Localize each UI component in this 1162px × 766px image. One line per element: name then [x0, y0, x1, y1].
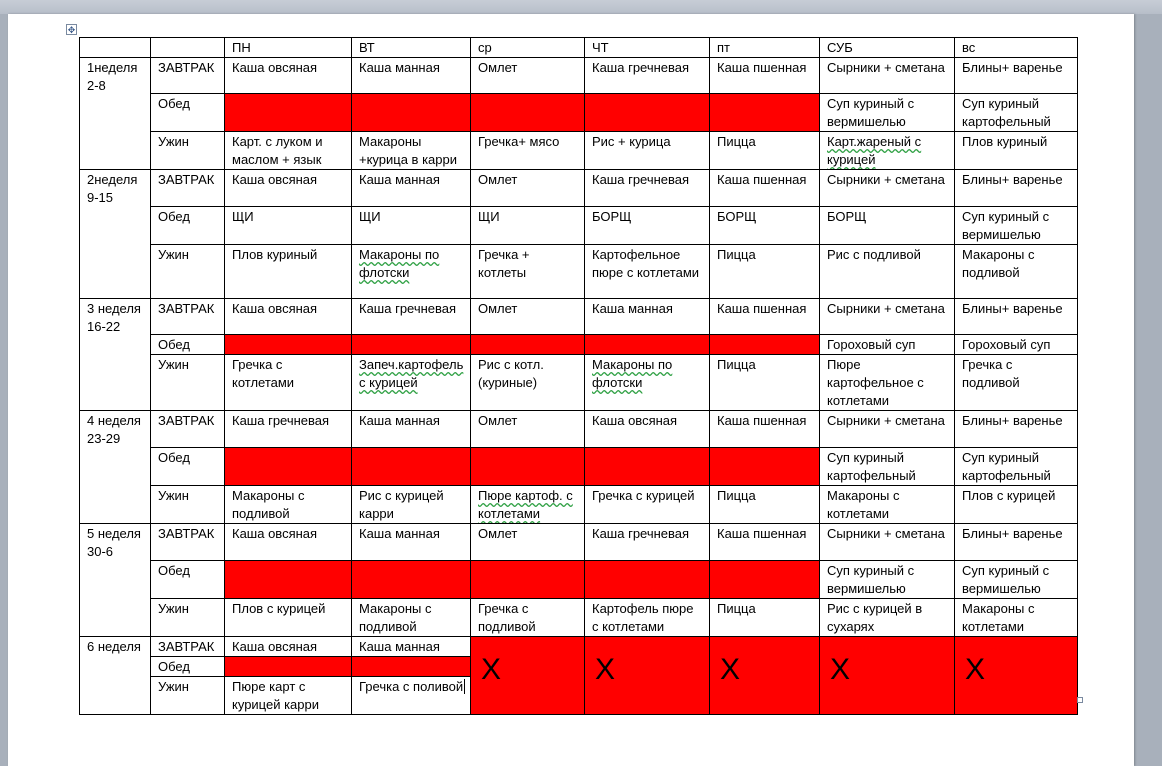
meal-label-cell[interactable]: ЗАВТРАК [151, 299, 225, 335]
dish-cell[interactable]: Каша манная [352, 58, 471, 94]
dish-cell[interactable]: Суп куриный картофельный [955, 448, 1078, 486]
unavailable-mark[interactable]: X [585, 637, 710, 715]
meal-label-cell[interactable]: Ужин [151, 355, 225, 411]
dish-cell[interactable] [471, 486, 585, 524]
table-row [80, 411, 1078, 448]
highlighted-cell[interactable] [585, 561, 710, 599]
dish-cell[interactable]: Карт. с луком и маслом + язык [225, 132, 352, 170]
dish-cell[interactable]: Блины+ варенье [955, 299, 1078, 335]
dish-cell[interactable]: Плов куриный [225, 245, 352, 299]
table-row [80, 448, 1078, 486]
dish-cell[interactable]: Каша гречневая [585, 58, 710, 94]
dish-cell[interactable]: Рис с курицей в сухарях [820, 599, 955, 637]
highlighted-cell[interactable] [710, 448, 820, 486]
dish-text: Макароны по флотски [359, 247, 440, 280]
header-cell[interactable] [151, 38, 225, 58]
week-label-cell[interactable]: 5 неделя 30-6 [80, 524, 151, 637]
table-row [80, 355, 1078, 411]
dish-cell[interactable]: Плов с курицей [955, 486, 1078, 524]
header-day-cell[interactable]: ЧТ [585, 38, 710, 58]
table-row [80, 207, 1078, 245]
dish-cell[interactable]: Гороховый суп [820, 335, 955, 355]
dish-cell[interactable]: Каша пшенная [710, 299, 820, 335]
highlighted-cell[interactable] [585, 448, 710, 486]
header-day-cell[interactable]: СУБ [820, 38, 955, 58]
dish-cell[interactable]: Макароны с подливой [352, 599, 471, 637]
meal-label-cell[interactable]: Обед [151, 94, 225, 132]
dish-cell[interactable]: Макароны с подливой [225, 486, 352, 524]
dish-cell[interactable]: Каша овсяная [225, 637, 352, 657]
dish-cell[interactable]: Каша гречневая [352, 299, 471, 335]
dish-cell[interactable]: Каша пшенная [710, 58, 820, 94]
ruler-strip [0, 0, 1162, 14]
dish-cell[interactable]: ЩИ [471, 207, 585, 245]
dish-cell[interactable]: Картофельное пюре с котлетами [585, 245, 710, 299]
dish-cell[interactable]: Пицца [710, 245, 820, 299]
meal-label-cell[interactable]: ЗАВТРАК [151, 411, 225, 448]
dish-cell[interactable]: Каша овсяная [225, 170, 352, 207]
highlighted-cell[interactable] [471, 335, 585, 355]
dish-cell[interactable]: Каша овсяная [585, 411, 710, 448]
dish-cell[interactable]: Сырники + сметана [820, 299, 955, 335]
highlighted-cell[interactable] [225, 561, 352, 599]
dish-text: Пюре картоф. с котлетами [478, 488, 573, 521]
highlighted-cell[interactable] [225, 94, 352, 132]
week-label-cell[interactable]: 4 неделя 23-29 [80, 411, 151, 524]
meal-label-cell[interactable]: Обед [151, 207, 225, 245]
dish-cell[interactable]: Каша овсяная [225, 524, 352, 561]
header-day-cell[interactable]: ср [471, 38, 585, 58]
dish-cell[interactable]: Макароны с подливой [955, 245, 1078, 299]
dish-cell[interactable] [352, 355, 471, 411]
dish-cell[interactable]: Гречка с котлетами [225, 355, 352, 411]
dish-cell[interactable]: Пицца [710, 132, 820, 170]
dish-cell[interactable]: Блины+ варенье [955, 58, 1078, 94]
table-row [80, 58, 1078, 94]
dish-cell[interactable]: Гречка+ мясо [471, 132, 585, 170]
dish-cell[interactable]: Каша пшенная [710, 411, 820, 448]
dish-cell[interactable]: Пюре карт с курицей карри [225, 677, 352, 715]
dish-text: Запеч.картофель с курицей [359, 357, 464, 390]
table-row [80, 561, 1078, 599]
dish-cell[interactable]: Рис с курицей карри [352, 486, 471, 524]
header-day-cell[interactable]: ПН [225, 38, 352, 58]
dish-cell[interactable] [352, 245, 471, 299]
week-label-cell[interactable]: 6 неделя [80, 637, 151, 715]
dish-cell[interactable]: Плов с курицей [225, 599, 352, 637]
dish-cell[interactable]: Каша манная [352, 411, 471, 448]
dish-cell[interactable]: Картофель пюре с котлетами [585, 599, 710, 637]
dish-cell[interactable]: Рис с подливой [820, 245, 955, 299]
dish-cell[interactable]: Суп куриный картофельный [820, 448, 955, 486]
dish-cell[interactable]: Омлет [471, 524, 585, 561]
week-label-cell[interactable]: 1неделя 2-8 [80, 58, 151, 170]
meal-label-cell[interactable]: Ужин [151, 677, 225, 715]
dish-text: Карт.жареный с курицей [827, 134, 922, 167]
table-row [80, 245, 1078, 299]
meal-label-cell[interactable]: ЗАВТРАК [151, 170, 225, 207]
dish-cell[interactable]: ЩИ [352, 207, 471, 245]
meal-label-cell[interactable]: ЗАВТРАК [151, 524, 225, 561]
header-cell[interactable] [80, 38, 151, 58]
dish-text: Макароны по флотски [592, 357, 673, 390]
unavailable-mark[interactable]: X [471, 637, 585, 715]
dish-cell[interactable]: Гороховый суп [955, 335, 1078, 355]
highlighted-cell[interactable] [585, 335, 710, 355]
menu-table[interactable] [79, 37, 1078, 715]
meal-label-cell[interactable]: Обед [151, 561, 225, 599]
resize-handle-icon[interactable] [1077, 697, 1083, 703]
dish-cell[interactable]: Каша пшенная [710, 170, 820, 207]
dish-cell[interactable]: Каша пшенная [710, 524, 820, 561]
dish-cell[interactable]: Блины+ варенье [955, 524, 1078, 561]
move-handle-icon[interactable]: ✥ [67, 25, 76, 35]
dish-cell[interactable]: БОРЩ [820, 207, 955, 245]
highlighted-cell[interactable] [352, 335, 471, 355]
dish-cell[interactable]: Омлет [471, 58, 585, 94]
highlighted-cell[interactable] [352, 561, 471, 599]
dish-cell[interactable]: Суп куриный картофельный [955, 94, 1078, 132]
dish-cell[interactable]: Пюре картофельное с котлетами [820, 355, 955, 411]
highlighted-cell[interactable] [352, 448, 471, 486]
dish-cell[interactable]: Макароны +курица в карри [352, 132, 471, 170]
dish-cell[interactable]: Гречка + котлеты [471, 245, 585, 299]
meal-label-cell[interactable]: Обед [151, 448, 225, 486]
dish-cell[interactable] [352, 677, 471, 715]
meal-label-cell[interactable]: Обед [151, 335, 225, 355]
dish-cell[interactable]: Омлет [471, 299, 585, 335]
dish-cell[interactable]: Каша овсяная [225, 58, 352, 94]
dish-cell[interactable]: Суп куриный с вермишелью [955, 561, 1078, 599]
highlighted-cell[interactable] [585, 94, 710, 132]
highlighted-cell[interactable] [352, 94, 471, 132]
week-label-cell[interactable]: 2неделя 9-15 [80, 170, 151, 299]
dish-cell[interactable]: БОРЩ [710, 207, 820, 245]
unavailable-mark[interactable]: X [710, 637, 820, 715]
dish-cell[interactable]: Пицца [710, 599, 820, 637]
dish-cell[interactable]: Блины+ варенье [955, 411, 1078, 448]
dish-cell[interactable]: Суп куриный с вермишелью [955, 207, 1078, 245]
text-cursor [464, 679, 465, 694]
meal-label-cell[interactable]: Ужин [151, 132, 225, 170]
header-day-cell[interactable]: ВТ [352, 38, 471, 58]
dish-cell[interactable]: Каша манная [352, 170, 471, 207]
highlighted-cell[interactable] [225, 657, 352, 677]
dish-cell[interactable]: Каша манная [585, 299, 710, 335]
header-row [80, 38, 1078, 58]
dish-cell[interactable]: Каша овсяная [225, 299, 352, 335]
dish-cell[interactable]: Гречка с подливой [471, 599, 585, 637]
highlighted-cell[interactable] [471, 448, 585, 486]
table-row [80, 335, 1078, 355]
highlighted-cell[interactable] [710, 561, 820, 599]
table-row [80, 637, 1078, 657]
unavailable-mark[interactable]: X [820, 637, 955, 715]
highlighted-cell[interactable] [710, 335, 820, 355]
dish-cell[interactable]: Сырники + сметана [820, 170, 955, 207]
dish-cell[interactable]: Каша манная [352, 524, 471, 561]
meal-label-cell[interactable]: Обед [151, 657, 225, 677]
dish-cell[interactable]: Омлет [471, 411, 585, 448]
highlighted-cell[interactable] [225, 448, 352, 486]
table-row [80, 132, 1078, 170]
table-row [80, 486, 1078, 524]
dish-cell[interactable]: Сырники + сметана [820, 58, 955, 94]
dish-cell[interactable]: Суп куриный с вермишелью [820, 94, 955, 132]
header-day-cell[interactable]: пт [710, 38, 820, 58]
dish-cell[interactable]: Суп куриный с вермишелью [820, 561, 955, 599]
dish-cell[interactable] [585, 355, 710, 411]
dish-cell[interactable]: Сырники + сметана [820, 411, 955, 448]
meal-label-cell[interactable]: Ужин [151, 599, 225, 637]
dish-cell[interactable]: Каша манная [352, 637, 471, 657]
meal-label-cell[interactable]: Ужин [151, 245, 225, 299]
dish-cell[interactable]: Макароны с котлетами [955, 599, 1078, 637]
table-row [80, 599, 1078, 637]
dish-text: Гречка с поливой [359, 679, 464, 694]
week-label-cell[interactable]: 3 неделя 16-22 [80, 299, 151, 411]
dish-cell[interactable]: ЩИ [225, 207, 352, 245]
dish-cell[interactable]: Сырники + сметана [820, 524, 955, 561]
highlighted-cell[interactable] [710, 94, 820, 132]
meal-label-cell[interactable]: Ужин [151, 486, 225, 524]
table-row [80, 524, 1078, 561]
table-row [80, 170, 1078, 207]
dish-cell[interactable]: Гречка с курицей [585, 486, 710, 524]
highlighted-cell[interactable] [471, 561, 585, 599]
dish-cell[interactable]: Макароны с котлетами [820, 486, 955, 524]
dish-cell[interactable]: Омлет [471, 170, 585, 207]
dish-cell[interactable]: Пицца [710, 355, 820, 411]
table-row [80, 94, 1078, 132]
meal-label-cell[interactable]: ЗАВТРАК [151, 58, 225, 94]
header-day-cell[interactable]: вс [955, 38, 1078, 58]
dish-cell[interactable]: Рис с котл. (куриные) [471, 355, 585, 411]
highlighted-cell[interactable] [471, 94, 585, 132]
unavailable-mark[interactable]: X [955, 637, 1078, 715]
dish-cell[interactable]: БОРЩ [585, 207, 710, 245]
dish-cell[interactable]: Плов куриный [955, 132, 1078, 170]
dish-cell[interactable] [820, 132, 955, 170]
dish-cell[interactable]: Гречка с подливой [955, 355, 1078, 411]
table-row [80, 299, 1078, 335]
dish-cell[interactable]: Каша гречневая [225, 411, 352, 448]
dish-cell[interactable]: Каша гречневая [585, 524, 710, 561]
dish-cell[interactable]: Каша гречневая [585, 170, 710, 207]
highlighted-cell[interactable] [352, 657, 471, 677]
highlighted-cell[interactable] [225, 335, 352, 355]
dish-cell[interactable]: Рис + курица [585, 132, 710, 170]
meal-label-cell[interactable]: ЗАВТРАК [151, 637, 225, 657]
dish-cell[interactable]: Блины+ варенье [955, 170, 1078, 207]
dish-cell[interactable]: Пицца [710, 486, 820, 524]
